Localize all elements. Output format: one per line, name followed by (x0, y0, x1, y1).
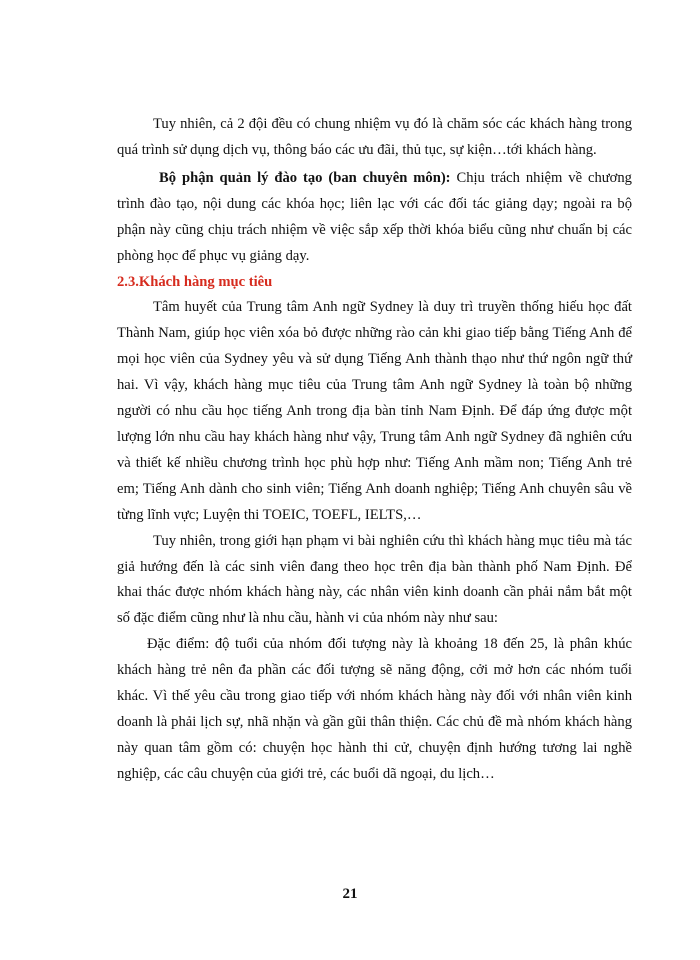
training-department-label: Bộ phận quản lý đào tạo (ban chuyên môn): (159, 169, 451, 186)
paragraph-target-customers: Tâm huyết của Trung tâm Anh ngữ Sydney là duy trì truyền thống hiếu học đất Thành Nam, giúp học viên xóa bỏ được những rào cản khi giao tiếp bằng Tiếng Anh để mọi học viên của Sydney yêu và sử dụng Tiếng Anh thành thạo như thứ ngôn ngữ thứ hai. Vì vậy, khách hàng mục tiêu của Trung tâm Anh ngữ Sydney là toàn bộ những người có nhu cầu học tiếng Anh trong địa bàn tỉnh Nam Định. Để đáp ứng được một lượng lớn nhu cầu hay khách hàng như vậy, Trung tâm Anh ngữ Sydney đã nghiên cứu và thiết kế nhiều chương trình học phù hợp như: Tiếng Anh mầm non; Tiếng Anh trẻ em; Tiếng Anh dành cho sinh viên; Tiếng Anh doanh nghiệp; Tiếng Anh chuyên sâu về từng lĩnh vực; Luyện thi TOEIC, TOEFL, IELTS,… (117, 299, 632, 523)
paragraph-team-duties: Tuy nhiên, cả 2 đội đều có chung nhiệm vụ đó là chăm sóc các khách hàng trong quá trình sử dụng dịch vụ, thông báo các ưu đãi, thủ tục, sự kiện…tới khách hàng. (117, 116, 632, 158)
page-body (117, 112, 632, 788)
training-department-description: Chịu trách nhiệm về chương trình đào tạo, nội dung các khóa học; liên lạc với các đối tác giảng dạy; ngoài ra bộ phận này cũng chịu trách nhiệm về việc sắp xếp thời khóa biểu cũng như chuẩn bị các phòng học để phục vụ giảng dạy. (117, 169, 632, 264)
page-number: 21 (342, 886, 358, 902)
section-heading: 2.3.Khách hàng mục tiêu (117, 274, 273, 291)
paragraph-research-scope: Tuy nhiên, trong giới hạn phạm vi bài nghiên cứu thì khách hàng mục tiêu mà tác giả hướng đến là các sinh viên đang theo học trên địa bàn thành phố Nam Định. Để khai thác được nhóm khách hàng này, các nhân viên kinh doanh cần phải nắm bắt một số đặc điểm cũng như là nhu cầu, hành vi của nhóm này như sau: (117, 532, 632, 627)
paragraph-training-department (117, 166, 632, 270)
paragraph-characteristics: Đặc điểm: độ tuổi của nhóm đối tượng này là khoảng 18 đến 25, là phân khúc khách hàng trẻ nên đa phần các đối tượng sẽ năng động, cởi mở hơn các nhóm tuổi khác. Vì thế yêu cầu trong giao tiếp với nhóm khách hàng này đối với nhân viên kinh doanh là phải lịch sự, nhã nhặn và gần gũi thân thiện. Các chủ đề mà nhóm khách hàng này quan tâm gồm có: chuyện học hành thi cử, chuyện định hướng tương lai nghề nghiệp, các câu chuyện của giới trẻ, các buổi dã ngoại, du lịch… (117, 636, 632, 782)
